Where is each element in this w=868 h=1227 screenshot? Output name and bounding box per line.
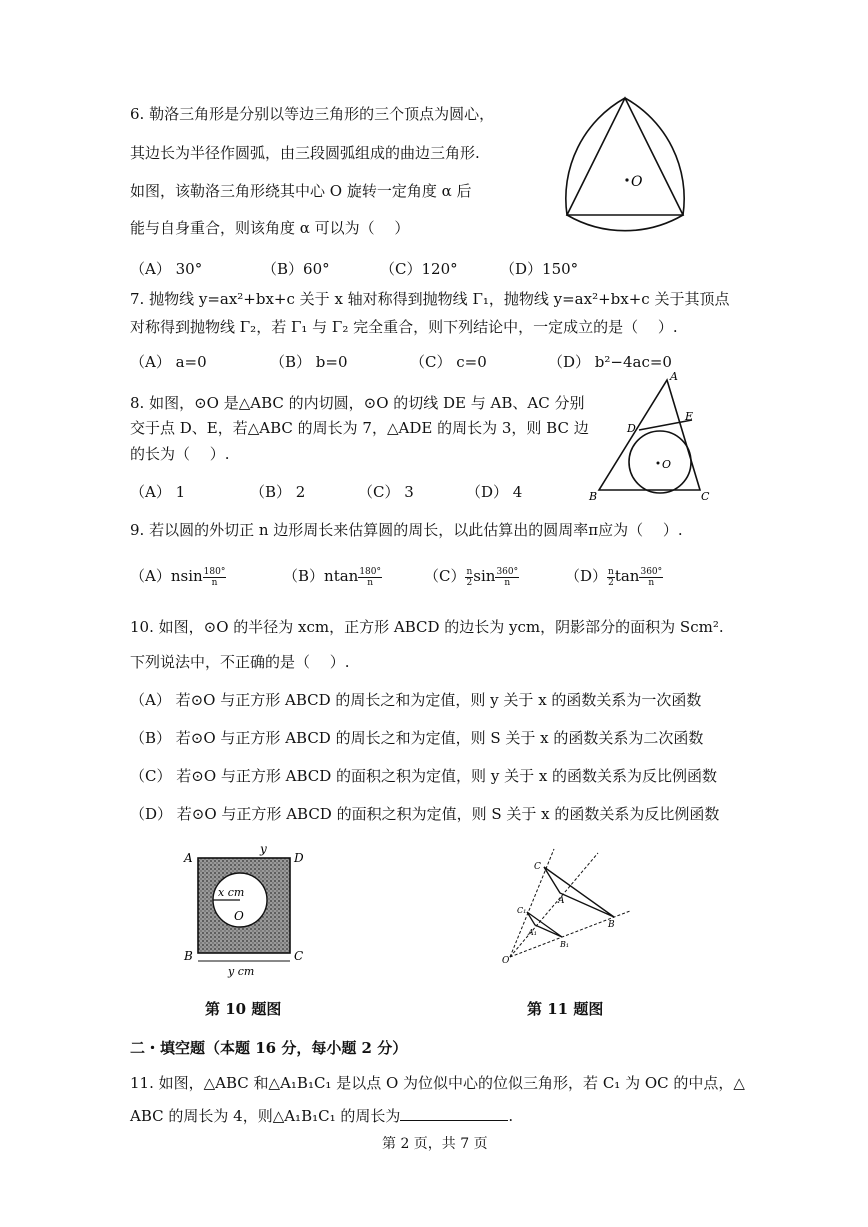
q8-option-a: （A） 1	[130, 483, 186, 501]
q8-option-d: （D） 4	[466, 483, 523, 501]
incircle-triangle-figure	[585, 368, 715, 503]
q11-label-a: A	[558, 896, 565, 906]
q10-option-d: （D） 若⊙O 与正方形 ABCD 的面积之积为定值，则 S 关于 x 的函数关系为反比例函数	[130, 805, 720, 823]
q8-label-o: O	[662, 458, 672, 471]
q11-line-1: 11. 如图，△ABC 和△A₁B₁C₁ 是以点 O 为位似中心的位似三角形，若 C₁ 为 OC 的中点，△	[130, 1074, 745, 1092]
q8-label-c: C	[701, 490, 710, 503]
reuleaux-triangle-figure	[555, 80, 695, 250]
q6-option-c: （C）120°	[380, 260, 458, 278]
q10-label-d: D	[294, 851, 304, 865]
q9-option-b: （B）ntan $\frac{180^\circ}{n}$	[283, 566, 382, 588]
q11-label-b1: B₁	[560, 940, 570, 949]
q7-option-d: （D） b²−4ac=0	[548, 353, 672, 371]
q7-option-a: （A） a=0	[130, 353, 207, 371]
q7-line-2: 对称得到抛物线 Γ₂，若 Γ₁ 与 Γ₂ 完全重合，则下列结论中，一定成立的是（ ）.	[130, 318, 678, 336]
q9-option-a: （A）nsin $\frac{180^\circ}{n}$	[130, 566, 226, 588]
q8-label-e: E	[685, 410, 694, 423]
q8-line-1: 8. 如图，⊙O 是△ABC 的内切圆，⊙O 的切线 DE 与 AB、AC 分别	[130, 394, 585, 412]
q6-option-b: （B）60°	[262, 260, 330, 278]
q8-option-b: （B） 2	[250, 483, 306, 501]
fig11-caption: 第 11 题图	[527, 1000, 604, 1018]
reuleaux-center-label: O	[631, 174, 643, 190]
q10-label-y-cm: y cm	[228, 965, 255, 978]
q10-label-a: A	[184, 851, 193, 865]
q8-label-d: D	[627, 422, 636, 435]
q9-line: 9. 若以圆的外切正 n 边形周长来估算圆的周长，以此估算出的圆周率π应为（ ）.	[130, 521, 683, 539]
section2-title: 二・填空题（本题 16 分，每小题 2 分）	[130, 1039, 408, 1057]
q11-label-o: O	[502, 956, 510, 966]
q11-label-c1: C₁	[517, 906, 527, 915]
q9-option-c: （C） $\frac{n}{2}$ sin $\frac{360^\circ}{n}$	[424, 566, 519, 588]
q11-label-c: C	[534, 862, 541, 872]
q10-square-circle-figure	[178, 840, 318, 980]
q8-label-a: A	[670, 370, 678, 383]
q6-line-1: 6. 勒洛三角形是分别以等边三角形的三个顶点为圆心，	[130, 105, 495, 123]
q10-option-a: （A） 若⊙O 与正方形 ABCD 的周长之和为定值，则 y 关于 x 的函数关系为一次函数	[130, 691, 702, 709]
q9-option-d: （D） $\frac{n}{2}$ tan $\frac{360^\circ}{n}$	[565, 566, 663, 588]
q6-line-3: 如图，该勒洛三角形绕其中心 O 旋转一定角度 α 后	[130, 182, 472, 200]
q6-line-4: 能与自身重合，则该角度 α 可以为（ ）	[130, 219, 410, 237]
q10-label-b: B	[184, 949, 193, 963]
q7-option-c: （C） c=0	[410, 353, 487, 371]
q11-line-2: ABC 的周长为 4，则△A₁B₁C₁ 的周长为 .	[130, 1107, 514, 1125]
q10-label-c: C	[294, 949, 304, 963]
q11-label-a1: A₁	[528, 928, 537, 937]
q6-option-a: （A） 30°	[130, 260, 203, 278]
q10-option-c: （C） 若⊙O 与正方形 ABCD 的面积之积为定值，则 y 关于 x 的函数关系为反比例函数	[130, 767, 718, 785]
page-footer: 第 2 页，共 7 页	[382, 1136, 488, 1152]
q7-option-b: （B） b=0	[270, 353, 348, 371]
q11-homothety-figure	[498, 845, 648, 970]
q10-option-b: （B） 若⊙O 与正方形 ABCD 的周长之和为定值，则 S 关于 x 的函数关系为二次函数	[130, 729, 704, 747]
q10-label-o: O	[234, 909, 244, 923]
q10-line-2: 下列说法中，不正确的是（ ）.	[130, 653, 350, 671]
q8-line-2: 交于点 D、E，若△ABC 的周长为 7，△ADE 的周长为 3，则 BC 边	[130, 419, 589, 437]
q10-label-x-cm: x cm	[218, 886, 245, 899]
q11-answer-blank[interactable]	[400, 1106, 508, 1121]
q8-line-3: 的长为（ ）.	[130, 445, 230, 463]
q10-line-1: 10. 如图，⊙O 的半径为 xcm，正方形 ABCD 的边长为 ycm，阴影部分的面积为 Scm².	[130, 618, 724, 636]
q7-line-1: 7. 抛物线 y=ax²+bx+c 关于 x 轴对称得到抛物线 Γ₁，抛物线 y=ax²+bx+c 关于其顶点	[130, 290, 730, 308]
q11-label-b: B	[608, 920, 615, 930]
q6-line-2: 其边长为半径作圆弧，由三段圆弧组成的曲边三角形.	[130, 144, 480, 162]
q6-option-d: （D）150°	[500, 260, 579, 278]
q8-label-b: B	[589, 490, 598, 503]
fig10-caption: 第 10 题图	[205, 1000, 282, 1018]
q8-option-c: （C） 3	[358, 483, 414, 501]
q10-label-y-top: y	[260, 842, 267, 856]
